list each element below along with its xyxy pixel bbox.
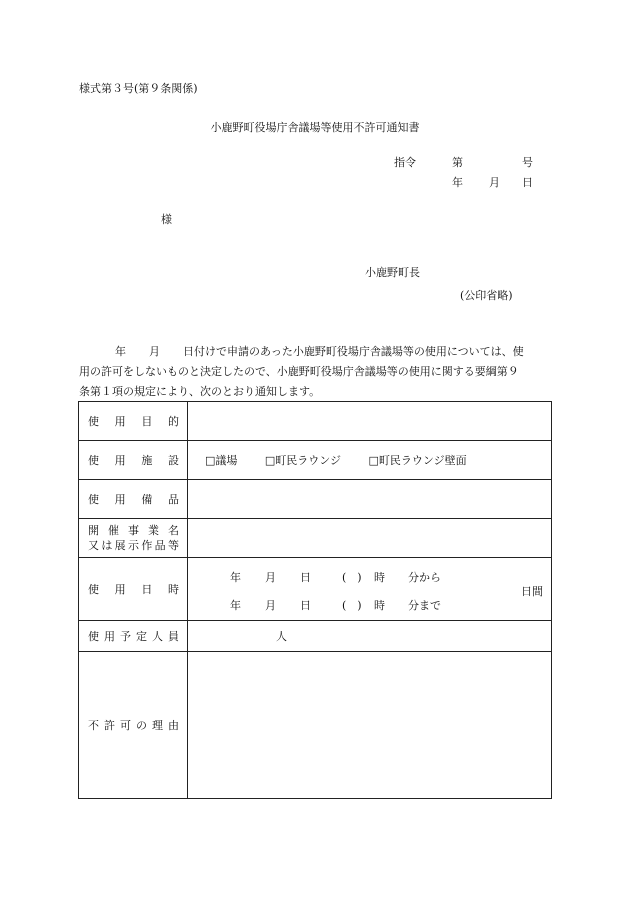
issuer-name: 小鹿野町長 — [365, 266, 420, 279]
body-line-3: 条第１項の規定により、次のとおり通知します。 — [79, 385, 321, 398]
reason-value — [188, 652, 552, 799]
equipment-value — [188, 480, 552, 519]
end-month-label: 月 — [265, 599, 276, 612]
event-label-line-1: 開催事業名 — [88, 524, 179, 537]
table-row-purpose — [79, 402, 552, 441]
purpose-value — [188, 402, 552, 441]
datetime-end — [230, 597, 441, 613]
facility-options — [188, 441, 552, 480]
end-day-label: 日 — [300, 599, 311, 612]
datetime-value — [188, 558, 552, 621]
table-row-datetime — [79, 558, 552, 621]
persons-unit: 人 — [188, 621, 552, 652]
start-year-label: 年 — [230, 571, 241, 584]
datetime-start — [230, 569, 441, 585]
body-month-label: 月 — [149, 345, 160, 358]
reason-label: 不許可の理由 — [88, 719, 179, 732]
start-minute-label: 分から — [408, 571, 441, 584]
table-row-reason — [79, 652, 552, 799]
event-label-line-2: 又は展示作品等 — [88, 539, 179, 552]
start-weekday-parens: ( ) — [342, 571, 362, 584]
addressee-suffix: 様 — [161, 213, 172, 226]
facility-option-lounge-wall: □町民ラウンジ壁面 — [368, 454, 467, 467]
start-day-label: 日 — [300, 571, 311, 584]
body-line-1-text: 日付けで申請のあった小鹿野町役場庁舎議場等の使用については、使 — [183, 345, 524, 358]
body-year-label: 年 — [115, 345, 126, 358]
persons-label: 使用予定人員 — [88, 630, 179, 643]
document-title: 小鹿野町役場庁舎議場等使用不許可通知書 — [210, 121, 420, 134]
facility-option-gijo: □議場 — [205, 454, 238, 467]
notice-body — [79, 342, 549, 402]
date-month-label: 月 — [489, 176, 500, 189]
end-minute-label: 分まで — [408, 599, 441, 612]
datetime-days-label: 日間 — [521, 585, 543, 598]
start-hour-label: 時 — [374, 571, 385, 584]
date-year-label: 年 — [452, 176, 463, 189]
end-hour-label: 時 — [374, 599, 385, 612]
form-number: 様式第３号(第９条関係) — [79, 82, 198, 95]
purpose-label: 使用目的 — [88, 415, 179, 428]
table-row-facility — [79, 441, 552, 480]
seal-note: (公印省略) — [460, 289, 513, 302]
table-row-persons — [79, 621, 552, 652]
facility-label: 使用施設 — [88, 454, 179, 467]
end-weekday-parens: ( ) — [342, 599, 362, 612]
ref-shirei-label: 指令 — [394, 156, 416, 169]
ref-dai-label: 第 — [452, 156, 463, 169]
start-month-label: 月 — [265, 571, 276, 584]
table-row-equipment — [79, 480, 552, 519]
end-year-label: 年 — [230, 599, 241, 612]
body-line-2: 用の許可をしないものと決定したので、小鹿野町役場庁舎議場等の使用に関する要綱第９ — [79, 365, 519, 378]
event-value — [188, 519, 552, 558]
facility-option-lounge: □町民ラウンジ — [264, 454, 342, 467]
ref-gou-label: 号 — [522, 156, 533, 169]
equipment-label: 使用備品 — [88, 493, 179, 506]
body-line-1 — [79, 342, 549, 362]
table-row-event — [79, 519, 552, 558]
date-day-label: 日 — [522, 176, 533, 189]
notice-table — [78, 401, 552, 799]
datetime-label: 使用日時 — [88, 583, 179, 596]
